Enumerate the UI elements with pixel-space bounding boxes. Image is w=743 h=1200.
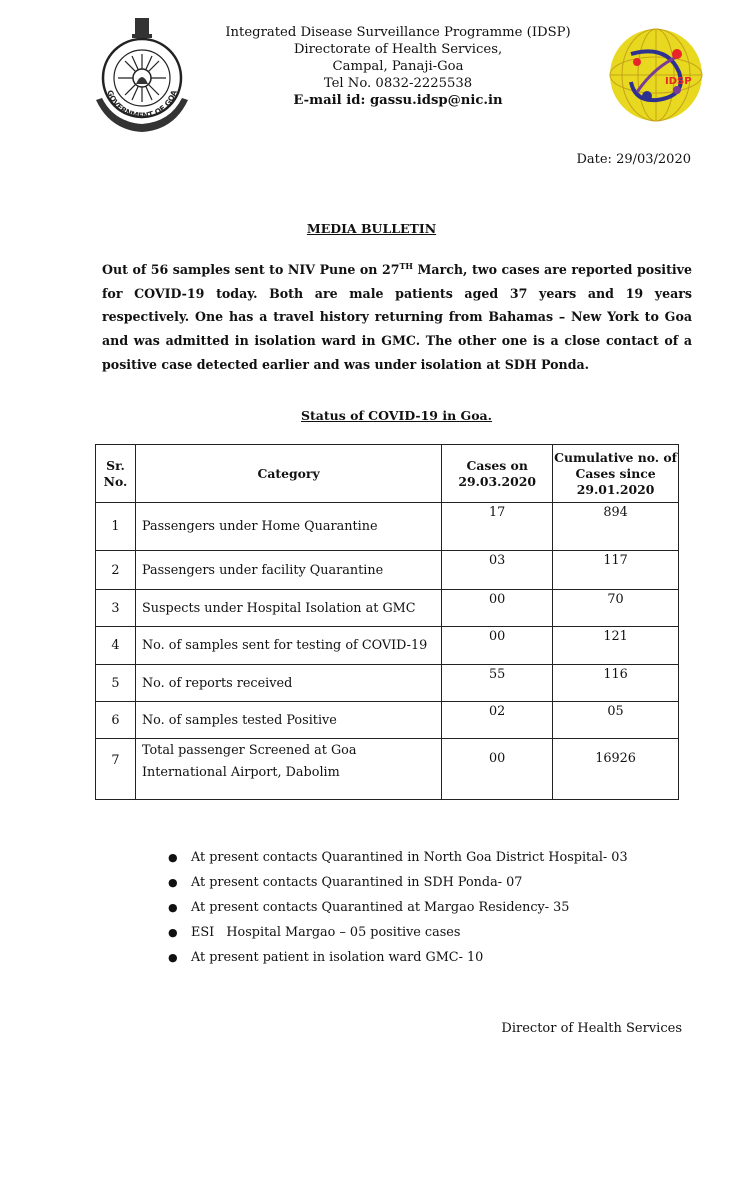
intro-text-start: Out of 56 samples sent to NIV Pune on 27 [102, 262, 400, 278]
row-sr: 1 [96, 503, 136, 551]
bullet-icon: ● [168, 901, 178, 914]
table-row [96, 665, 679, 702]
signature: Director of Health Services [501, 1021, 682, 1036]
table-row [96, 590, 679, 627]
row-cumulative: 05 [553, 702, 679, 739]
row-cumulative: 116 [553, 665, 679, 702]
email: E-mail id: gassu.idsp@nic.in [293, 93, 503, 108]
bullet-icon: ● [168, 851, 178, 864]
row-category: Passengers under facility Quarantine [135, 551, 441, 590]
list-item [168, 873, 628, 898]
emblem-text: GOVERNMENT OF GOA [105, 88, 179, 121]
table-row [96, 739, 679, 800]
row-cumulative: 894 [553, 503, 679, 551]
row-category: Total passenger Screened at Goa International Airport, Dabolim [135, 739, 441, 800]
bulletin-intro [102, 255, 692, 376]
row-cumulative: 16926 [553, 739, 679, 800]
row-sr: 6 [96, 702, 136, 739]
intro-text-rest: March, two cases are reported positive for COVID-19 today. Both are male patients aged 37 years and 19 years respectively. One has a travel history returning from Bahamas – New York to Goa and was admitted in isolation ward in GMC. The other one is a close contact of a positive case detected earlier and was under isolation at SDH Ponda. [102, 262, 692, 372]
status-table [95, 444, 679, 800]
row-cases: 55 [442, 665, 553, 702]
table-row [96, 627, 679, 665]
header-cumulative: Cumulative no. of Cases since 29.01.2020 [553, 445, 679, 503]
table-row [96, 551, 679, 590]
row-sr: 7 [96, 739, 136, 800]
row-category: No. of samples sent for testing of COVID-19 [135, 627, 441, 665]
government-of-goa-emblem [92, 14, 192, 136]
row-sr: 3 [96, 590, 136, 627]
list-item-text: At present contacts Quarantined at Margao Residency- 35 [191, 900, 570, 915]
bullet-icon: ● [168, 951, 178, 964]
row-cumulative: 70 [553, 590, 679, 627]
list-item [168, 923, 628, 948]
telephone: Tel No. 0832-2225538 [323, 76, 473, 91]
bullet-list [168, 848, 628, 973]
row-category: Suspects under Hospital Isolation at GMC [135, 590, 441, 627]
row-cumulative: 121 [553, 627, 679, 665]
row-cases: 03 [442, 551, 553, 590]
row-category: Passengers under Home Quarantine [135, 503, 441, 551]
list-item [168, 898, 628, 923]
idsp-logo-text: IDSP [665, 76, 692, 87]
bullet-icon: ● [168, 926, 178, 939]
row-cumulative: 117 [553, 551, 679, 590]
idsp-logo [607, 26, 705, 124]
row-category: No. of reports received [135, 665, 441, 702]
status-table-title: Status of COVID-19 in Goa. [300, 408, 493, 423]
directorate-name: Directorate of Health Services, [293, 42, 503, 57]
row-category: No. of samples tested Positive [135, 702, 441, 739]
row-cases: 00 [442, 739, 553, 800]
row-cases: 17 [442, 503, 553, 551]
org-name: Integrated Disease Surveillance Programme (IDSP) [225, 25, 571, 40]
table-row [96, 702, 679, 739]
table-row [96, 503, 679, 551]
row-sr: 2 [96, 551, 136, 590]
row-cases: 00 [442, 590, 553, 627]
list-item-text: At present contacts Quarantined in SDH Ponda- 07 [191, 875, 523, 890]
header-category: Category [135, 445, 441, 503]
list-item-text: ESI Hospital Margao – 05 positive cases [191, 925, 461, 940]
intro-superscript: TH [399, 261, 413, 271]
bullet-icon: ● [168, 876, 178, 889]
bulletin-title: MEDIA BULLETIN [306, 221, 437, 236]
header-cases: Cases on 29.03.2020 [442, 445, 553, 503]
header-sr-no: Sr. No. [96, 445, 136, 503]
list-item [168, 948, 628, 973]
table-header-row [96, 445, 679, 503]
row-cases: 00 [442, 627, 553, 665]
letterhead [200, 24, 596, 109]
list-item [168, 848, 628, 873]
row-cases: 02 [442, 702, 553, 739]
row-sr: 4 [96, 627, 136, 665]
list-item-text: At present contacts Quarantined in North Goa District Hospital- 03 [191, 850, 628, 865]
row-sr: 5 [96, 665, 136, 702]
address: Campal, Panaji-Goa [332, 59, 464, 74]
bulletin-date: Date: 29/03/2020 [576, 152, 691, 167]
list-item-text: At present patient in isolation ward GMC- 10 [191, 950, 484, 965]
